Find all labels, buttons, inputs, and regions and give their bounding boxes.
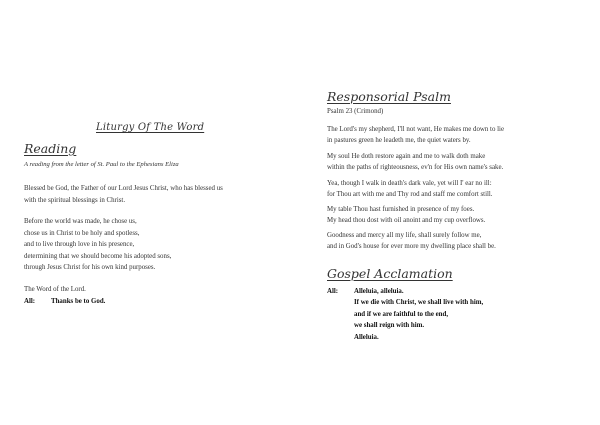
closing-line: The Word of the Lord. <box>24 286 86 293</box>
text-line: My head thou dost with oil anoint and my cup overflows. <box>327 217 486 225</box>
psalm-subtitle: Psalm 23 (Crimond) <box>327 108 384 115</box>
text-line: with the spiritual blessings in Christ. <box>24 196 126 204</box>
text-line: determining that we should become his adopted sons, <box>24 252 172 260</box>
gospel-line: Alleluia. <box>354 333 379 341</box>
gospel-heading: Gospel Acclamation <box>327 266 453 281</box>
text-line: through Jesus Christ for his own kind purposes. <box>24 264 156 272</box>
gospel-acclamation <box>327 286 597 343</box>
text-line: and to live through love in his presence, <box>24 241 135 249</box>
text-line: Goodness and mercy all my life, shall surely follow me, <box>327 232 482 239</box>
text-line: My soul He doth restore again and me to walk doth make <box>327 153 486 160</box>
text-line: and in God's house for ever more my dwelling place shall be. <box>327 243 496 251</box>
gospel-first-line <box>327 286 597 297</box>
gospel-line: we shall reign with him. <box>354 322 425 330</box>
reading-closing <box>24 284 294 307</box>
gospel-label: All: <box>327 288 339 295</box>
gospel-first-text: Alleluia, alleluia. <box>354 288 404 295</box>
psalm-verse <box>327 230 597 252</box>
liturgy-title: Liturgy Of The Word <box>96 122 205 133</box>
text-line: in pastures green he leadeth me, the quiet waters by. <box>327 137 471 145</box>
reading-heading: Reading <box>24 141 77 156</box>
reading-paragraph-2 <box>24 216 294 274</box>
gospel-line: If we die with Christ, we shall live with him, <box>354 299 484 307</box>
text-line: chose us in Christ to be holy and spotless, <box>24 229 140 237</box>
text-line: Blessed be God, the Father of our Lord Jesus Christ, who has blessed us <box>24 185 223 192</box>
text-line: for Thou art with me and Thy rod and staff me comfort still. <box>327 191 493 199</box>
response-text: Thanks be to God. <box>51 297 106 305</box>
reading-paragraph-1 <box>24 183 294 206</box>
right-page <box>300 0 600 425</box>
psalm-verse <box>327 124 597 146</box>
reading-subtitle: A reading from the letter of St. Paul to the Ephesians Eliza <box>24 161 179 168</box>
text-line: within the paths of righteousness, ev'n for His own name's sake. <box>327 164 504 172</box>
text-line: Before the world was made, he chose us, <box>24 218 137 225</box>
psalm-heading: Responsorial Psalm <box>327 89 451 104</box>
psalm-verse <box>327 204 597 226</box>
psalm-verse <box>327 151 597 173</box>
gospel-line: and if we are faithful to the end, <box>354 310 449 318</box>
response-label: All: <box>24 297 36 305</box>
psalm-verse <box>327 178 597 200</box>
text-line: My table Thou hast furnished in presence of my foes. <box>327 206 475 213</box>
response-line <box>24 296 294 308</box>
text-line: The Lord's my shepherd, I'll not want, He makes me down to lie <box>327 126 505 133</box>
text-line: Yea, though I walk in death's dark vale, yet will I' ear no ill: <box>327 180 492 187</box>
